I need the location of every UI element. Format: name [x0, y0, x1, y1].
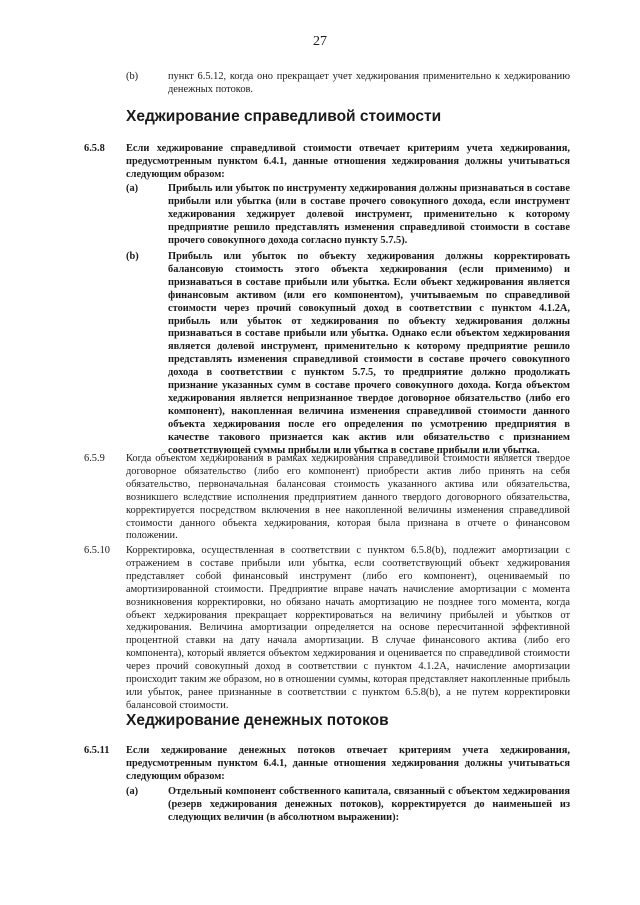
paragraph-text: Если хеджирование справедливой стоимости отвечает критериям учета хеджирования, предусмотренным пунктом 6.4.1, данные отношения хеджирования должны учитываться следующим образом:: [126, 143, 570, 180]
item-label: (a): [126, 183, 139, 194]
list-item-b-continued: [126, 71, 570, 97]
paragraph-number: 6.5.9: [84, 453, 105, 464]
paragraph-text: Если хеджирование денежных потоков отвечает критериям учета хеджирования, предусмотренным пунктом 6.4.1, данные отношения хеджирования должны учитываться следующим образом:: [126, 745, 570, 782]
page-number: 27: [313, 34, 327, 49]
heading-cash-flow-hedges: Хеджирование денежных потоков: [126, 712, 389, 729]
list-item-6-5-8-a: [126, 183, 570, 248]
paragraph-6-5-9: [84, 453, 570, 543]
paragraph-6-5-11: [84, 745, 570, 784]
paragraph-number: 6.5.8: [84, 143, 105, 154]
heading-fair-value-hedges: Хеджирование справедливой стоимости: [126, 108, 442, 125]
paragraph-text: Корректировка, осуществленная в соответствии с пунктом 6.5.8(b), подлежит амортизации с отражением в составе прибыли или убытка, если соответствующий объект хеджирования представляет собой финансовый инструмент (либо его компонент), оцениваемый по амортизированной стоимости. Предприятие вправе начать начисление амортизации с момента возникновения корректировки, но обязано начать амортизацию не позднее того момента, когда объект хеджирования прекращает корректироваться на величину прибылей и убытков от хеджирования. Величина амортизации определяется на основе пересчитанной эффективной процентной ставки на дату начала амортизации. В случае финансового актива (либо его компонента), который является объектом хеджирования и оценивается по справедливой стоимости через прочий совокупный доход в соответствии с пунктом 4.1.2А, начисление амортизации происходит таким же образом, но в отношении суммы, которая представляет накопленные прибыль или убыток, ранее признанные в соответствии с пунктом 6.5.8(b), а не путем корректировки балансовой стоимости.: [126, 545, 570, 711]
paragraph-6-5-8: [84, 143, 570, 182]
item-label: (a): [126, 786, 139, 797]
item-text: Прибыль или убыток по инструменту хеджирования должны признаваться в составе прибыли или убытка (или в составе прочего совокупного дохода, если инструмент хеджирования хеджирует долевой инструмент, применительно к которому предприятие решило представлять изменения справедливой стоимости в составе прочего совокупного дохода согласно пункту 5.7.5).: [168, 183, 570, 246]
paragraph-number: 6.5.11: [84, 745, 110, 756]
list-item-6-5-8-b: [126, 251, 570, 458]
paragraph-number: 6.5.10: [84, 545, 110, 556]
list-item-6-5-11-a: [126, 786, 570, 825]
item-text: пункт 6.5.12, когда оно прекращает учет хеджирования применительно к хеджированию денежных потоков.: [168, 71, 570, 95]
item-label: (b): [126, 71, 139, 82]
paragraph-text: Когда объектом хеджирования в рамках хеджирования справедливой стоимости является твердое договорное обязательство (либо его компонент) приобрести актив либо принять на себя обязательство, первоначальная балансовая стоимость указанного актива или обязательства, возникшего вследствие исполнения предприятием данного твердого договорного обязательства, корректируется посредством включения в нее накопленной величины изменения справедливой стоимости данного объекта хеджирования, которая была признана в отчете о финансовом положении.: [126, 453, 570, 542]
item-text: Прибыль или убыток по объекту хеджирования должны корректировать балансовую стоимость этого объекта хеджирования (если применимо) и признаваться в составе прибыли или убытка. Если объект хеджирования является финансовым активом (или его компонентом), учитываемым по справедливой стоимости через прочий совокупный доход в соответствии с пунктом 4.1.2А, прибыль или убыток от хеджирования по объекту хеджирования должны признаваться в составе прибыли или убытка. Однако если объектом хеджирования является долевой инструмент, применительно к которому предприятие решило представлять изменения справедливой стоимости в составе прочего совокупного дохода в соответствии с пунктом 5.7.5, то предприятие должно продолжать признание указанных сумм в составе прочего совокупного дохода. Когда объектом хеджирования является непризнанное твердое договорное обязательство (либо его компонент), накопленная величина изменения справедливой стоимости данного объекта хеджирования после его определения по усмотрению предприятия в качестве такового признается как актив или обязательство с признанием соответствующей суммы прибыли или убытка в составе прибыли или убытка.: [168, 251, 570, 456]
item-text: Отдельный компонент собственного капитала, связанный с объектом хеджирования (резерв хеджирования денежных потоков), корректируется до наименьшей из следующих величин (в абсолютном выражении):: [168, 786, 570, 823]
paragraph-6-5-10: [84, 545, 570, 713]
item-label: (b): [126, 251, 139, 262]
